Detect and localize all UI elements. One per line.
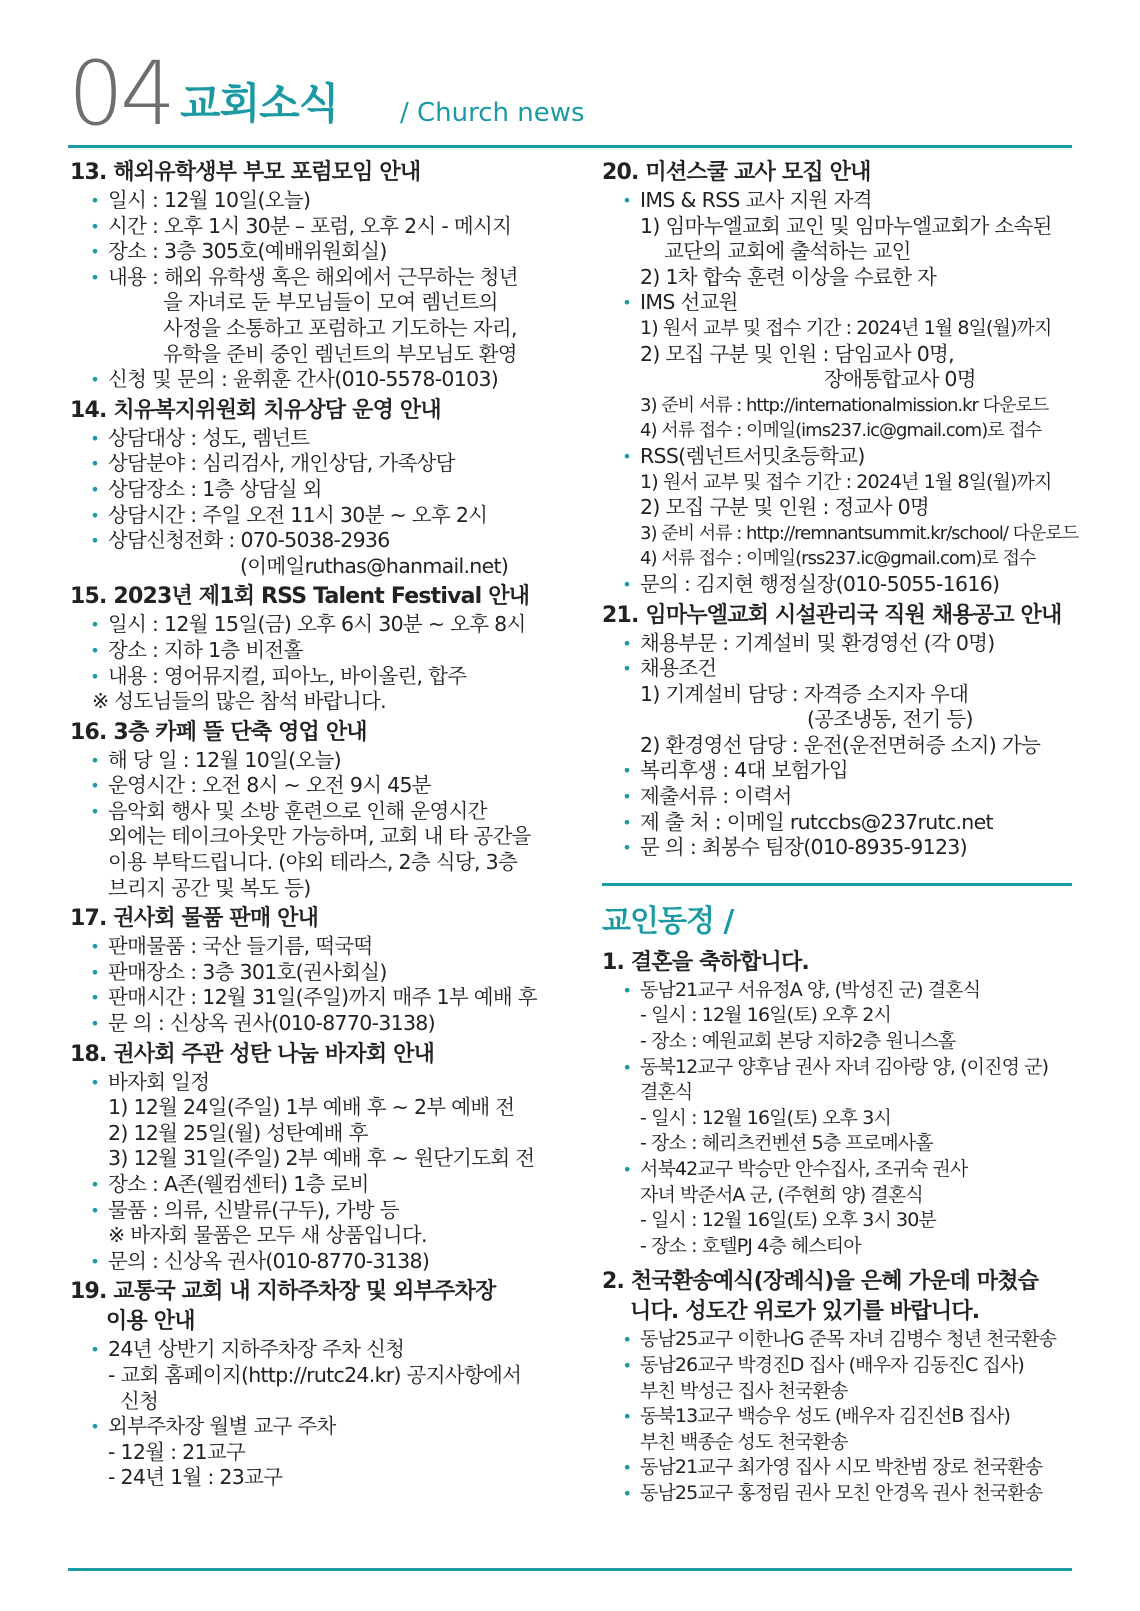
list-item: • 동남25교구 이한나G 준목 자녀 김병수 청년 천국환송 [602,1327,1072,1353]
list-item: • IMS & RSS 교사 지원 자격 [602,188,1072,214]
list-item: • 24년 상반기 지하주차장 주차 신청 [70,1337,550,1363]
bullet-icon: • [622,1458,631,1478]
list-item-continued: 3) 준비 서류 : http://internationalmission.kr 다운로드 [640,394,1049,416]
list-item: • 상담시간 : 주일 오전 11시 30분 ~ 오후 2시 [70,503,550,529]
list-item-continued: 1) 기계설비 담당 : 자격증 소지자 우대 [640,681,969,706]
list-item: • 판매물품 : 국산 들기름, 떡국떡 [70,934,550,960]
notice-title: 1. 결혼을 축하합니다. [602,949,809,975]
list-item-continued: 부친 백종순 성도 천국환송 [640,1430,848,1453]
notice-title: 14. 치유복지위원회 치유상담 운영 안내 [70,397,441,423]
list-item-continued: 결혼식 [640,1081,693,1104]
list-item-continued: - 장소 : 헤리츠컨벤션 5층 프로메사홀 [640,1132,933,1155]
list-item-continued: 4) 서류 접수 : 이메일(ims237.ic@gmail.com)로 접수 [640,420,1042,442]
list-item: • 외부주차장 월별 교구 주차 [70,1414,550,1440]
bullet-icon: • [90,216,99,236]
bullet-icon: • [622,574,631,594]
list-item: • 장소 : 3층 305호(예배위원회실) [70,239,550,265]
notice-title: 16. 3층 카페 뜰 단축 영업 안내 [70,719,367,745]
list-item-continued: - 교회 홈페이지(http://rutc24.kr) 공지사항에서 [108,1362,522,1387]
list-item: • 상담분야 : 심리검사, 개인상담, 가족상담 [70,451,550,477]
list-item: • 상담신청전화 : 070-5038-2936 [70,528,550,554]
bullet-icon: • [622,838,631,858]
list-item: • 문의 : 김지현 행정실장(010-5055-1616) [602,572,1072,598]
list-item-continued: 교단의 교회에 출석하는 교인 [664,239,911,264]
bullet-icon: • [622,980,631,1000]
list-item-continued: 2) 환경영선 담당 : 운전(운전면허증 소지) 가능 [640,732,1041,757]
list-item-continued: 1) 원서 교부 및 접수 기간 : 2024년 1월 8일(월)까지 [640,470,1052,493]
bullet-icon: • [622,659,631,679]
header-divider [68,145,1072,148]
list-item-continued: 2) 모집 구분 및 인원 : 담임교사 0명, [640,341,954,366]
list-item-continued: - 12월 : 21교구 [108,1439,246,1464]
bullet-icon: • [90,937,99,957]
page-header [68,42,1072,145]
list-item: • 일시 : 12월 10일(오늘) [70,188,550,214]
list-item-continued: 1) 임마누엘교회 교인 및 임마누엘교회가 소속된 [640,213,1052,238]
list-item: • 내용 : 영어뮤지컬, 피아노, 바이올린, 합주 [70,664,550,690]
bullet-icon: • [622,191,631,210]
bullet-icon: • [622,1330,631,1350]
bullet-icon: • [622,446,631,466]
list-item: • 문 의 : 신상옥 권사(010-8770-3138) [70,1011,550,1037]
bullet-icon: • [90,370,99,390]
list-item: • 물품 : 의류, 신발류(구두), 가방 등 [70,1198,550,1224]
note-text: ※ 바자회 물품은 모두 새 상품입니다. [108,1223,427,1248]
list-item-continued: 브리지 공간 및 복도 등) [108,875,311,900]
list-item-continued: 3) 준비 서류 : http://remnantsummit.kr/school/ 다운로드 [640,522,1079,544]
list-item: • 장소 : A존(웰컴센터) 1층 로비 [70,1172,550,1198]
notice-19 [70,1277,550,1491]
notice-title: 20. 미션스쿨 교사 모집 안내 [602,160,871,185]
bullet-icon: • [622,1057,631,1077]
notice-title-continued: 니다. 성도간 위로가 있기를 바랍니다. [630,1299,980,1325]
notice-16 [70,718,550,902]
bullet-icon: • [90,1417,99,1437]
bullet-icon: • [90,1072,99,1092]
notice-21 [602,601,1072,861]
bullet-icon: • [622,787,631,807]
list-item: • 해 당 일 : 12월 10일(오늘) [70,748,550,774]
notice-18 [70,1040,550,1275]
bullet-icon: • [90,640,99,660]
bullet-icon: • [90,776,99,796]
members-funeral [602,1267,1072,1506]
list-item: • IMS 선교원 [602,290,1072,316]
list-item-continued: 사정을 소통하고 포럼하고 기도하는 자리, [163,315,517,340]
bullet-icon: • [90,1200,99,1220]
list-item-continued: 4) 서류 접수 : 이메일(rss237.ic@gmail.com)로 접수 [640,548,1036,570]
list-item: • 제출서류 : 이력서 [602,784,1072,810]
list-item: • 채용조건 [602,656,1072,682]
bullet-icon: • [90,1014,99,1034]
list-item: • 상담대상 : 성도, 렘넌트 [70,426,550,452]
bullet-icon: • [90,988,99,1008]
bullet-icon: • [90,191,99,210]
list-item: • 동남25교구 홍정림 권사 모친 안경옥 권사 천국환송 [602,1481,1072,1507]
notice-title-continued: 이용 안내 [106,1309,195,1335]
contact-email: (이메일ruthas@hanmail.net) [240,553,509,578]
list-item-continued: 3) 12월 31일(주일) 2부 예배 후 ~ 원단기도회 전 [108,1146,535,1171]
list-item-continued: 을 자녀로 둔 부모님들이 모여 렘넌트의 [163,290,498,315]
list-item-continued: - 장소 : 예원교회 본당 지하2층 원니스홀 [640,1030,956,1053]
bullet-icon: • [90,666,99,686]
list-item: • 동북13교구 백승우 성도 (배우자 김진선B 집사) [602,1404,1072,1430]
left-column [70,158,550,1494]
list-item: • 문 의 : 최봉수 팀장(010-8935-9123) [602,835,1072,861]
list-item: • 동남21교구 최가영 집사 시모 박찬범 장로 천국환송 [602,1455,1072,1481]
members-wedding [602,948,1072,1260]
bullet-icon: • [90,962,99,982]
list-item-continued: 1) 12월 24일(주일) 1부 예배 후 ~ 2부 예배 전 [108,1095,515,1120]
notice-13 [70,158,550,393]
bullet-icon: • [90,615,99,635]
notice-title: 21. 임마누엘교회 시설관리국 직원 채용공고 안내 [602,602,1062,628]
bullet-icon: • [622,633,631,653]
notice-20 [602,158,1079,598]
bullet-icon: • [90,750,99,770]
bullet-icon: • [622,1160,631,1179]
list-item: • RSS(렘넌트서밋초등학교) [602,444,1072,470]
list-item-continued: 2) 모집 구분 및 인원 : 정교사 0명 [640,495,930,520]
list-item: • 운영시간 : 오전 8시 ~ 오전 9시 45분 [70,773,550,799]
list-item-continued: 장애통합교사 0명 [824,367,976,392]
list-item: • 문의 : 신상옥 권사(010-8770-3138) [70,1249,550,1275]
bullet-icon: • [622,1483,631,1503]
list-item: • 서북42교구 박승만 안수집사, 조귀숙 권사 [602,1157,1072,1183]
page-title: 교회소식 [180,79,339,128]
bullet-icon: • [90,428,99,448]
list-item-continued: - 장소 : 호텔PJ 4층 헤스티아 [640,1234,861,1257]
list-item: • 신청 및 문의 : 윤휘훈 간사(010-5578-0103) [70,367,550,393]
bullet-icon: • [622,1355,631,1375]
bullet-icon: • [90,1251,99,1271]
bullet-icon: • [622,1407,631,1427]
list-item: • 시간 : 오후 1시 30분 – 포럼, 오후 2시 - 메시지 [70,214,550,240]
list-item-continued: 유학을 준비 중인 렘넌트의 부모님도 환영 [163,341,517,366]
list-item: • 동남26교구 박경진D 집사 (배우자 김동진C 집사) [602,1353,1072,1379]
list-item-continued: - 일시 : 12월 16일(토) 오후 2시 [640,1004,891,1027]
page-subtitle: / Church news [400,98,585,128]
section-divider [602,883,1072,886]
list-item-continued: 자녀 박준서A 군, (주현희 양) 결혼식 [640,1183,923,1206]
notice-title: 19. 교통국 교회 내 지하주차장 및 외부주차장 [70,1279,496,1305]
bullet-icon: • [622,812,631,832]
list-item: • 판매장소 : 3층 301호(권사회실) [70,960,550,986]
list-item: • 판매시간 : 12월 31일(주일)까지 매주 1부 예배 후 [70,985,550,1011]
notice-17 [70,904,550,1036]
bullet-icon: • [90,531,99,551]
list-item: • 채용부문 : 기계설비 및 환경영선 (각 0명) [602,631,1072,657]
bullet-icon: • [90,505,99,525]
notice-title: 15. 2023년 제1회 RSS Talent Festival 안내 [70,584,530,610]
list-item-continued: 신청 [120,1388,159,1413]
notice-title: 18. 권사회 주관 성탄 나눔 바자회 안내 [70,1041,435,1067]
members-news-heading: 교인동정 / [602,903,734,939]
notice-title: 2. 천국환송예식(장례식)을 은혜 가운데 마쳤습 [602,1269,1039,1295]
list-item: • 복리후생 : 4대 보험가입 [602,758,1072,784]
bullet-icon: • [622,293,631,313]
list-item: • 바자회 일정 [70,1070,550,1096]
list-item-continued: 1) 원서 교부 및 접수 기간 : 2024년 1월 8일(월)까지 [640,316,1052,339]
list-item: • 내용 : 해외 유학생 혹은 해외에서 근무하는 청년 [70,265,550,291]
bullet-icon: • [90,267,99,287]
right-column [602,158,1079,1510]
bullet-icon: • [90,801,99,821]
notice-14 [70,396,550,580]
list-item-continued: (공조냉동, 전기 등) [807,707,973,732]
list-item-continued: - 일시 : 12월 16일(토) 오후 3시 [640,1106,891,1129]
notice-15 [70,582,550,714]
bullet-icon: • [90,454,99,474]
bullet-icon: • [90,479,99,499]
bullet-icon: • [90,1175,99,1194]
list-item: • 음악회 행사 및 소방 훈련으로 인해 운영시간 [70,799,550,825]
list-item-continued: - 일시 : 12월 16일(토) 오후 3시 30분 [640,1209,936,1232]
list-item-continued: 외에는 테이크아웃만 가능하며, 교회 내 타 공간을 [108,824,531,849]
notice-title: 13. 해외유학생부 부모 포럼모임 안내 [70,160,421,185]
bullet-icon: • [90,242,99,262]
list-item: • 상담장소 : 1층 상담실 외 [70,477,550,503]
notice-title: 17. 권사회 물품 판매 안내 [70,906,319,932]
list-item-continued: 2) 12월 25일(월) 성탄예배 후 [108,1120,368,1145]
footer-divider [68,1568,1072,1571]
list-item: • 제 출 처 : 이메일 rutccbs@237rutc.net [602,810,1072,836]
note-text: ※ 성도님들의 많은 참석 바랍니다. [92,689,386,714]
list-item: • 장소 : 지하 1층 비전홀 [70,638,550,664]
list-item-continued: 부친 박성근 집사 천국환송 [640,1379,848,1402]
list-item: • 동남21교구 서유정A 양, (박성진 군) 결혼식 [602,978,1072,1004]
list-item-continued: - 24년 1월 : 23교구 [108,1465,283,1490]
list-item: • 동북12교구 양후남 권사 자녀 김아랑 양, (이진영 군) [602,1055,1072,1081]
list-item: • 일시 : 12월 15일(금) 오후 6시 30분 ~ 오후 8시 [70,612,550,638]
bullet-icon: • [90,1340,99,1360]
bullet-icon: • [622,761,631,781]
list-item-continued: 2) 1차 합숙 훈련 이상을 수료한 자 [640,264,937,289]
list-item-continued: 이용 부탁드립니다. (야외 테라스, 2층 식당, 3층 [108,850,518,875]
page-number: 04 [68,42,172,145]
